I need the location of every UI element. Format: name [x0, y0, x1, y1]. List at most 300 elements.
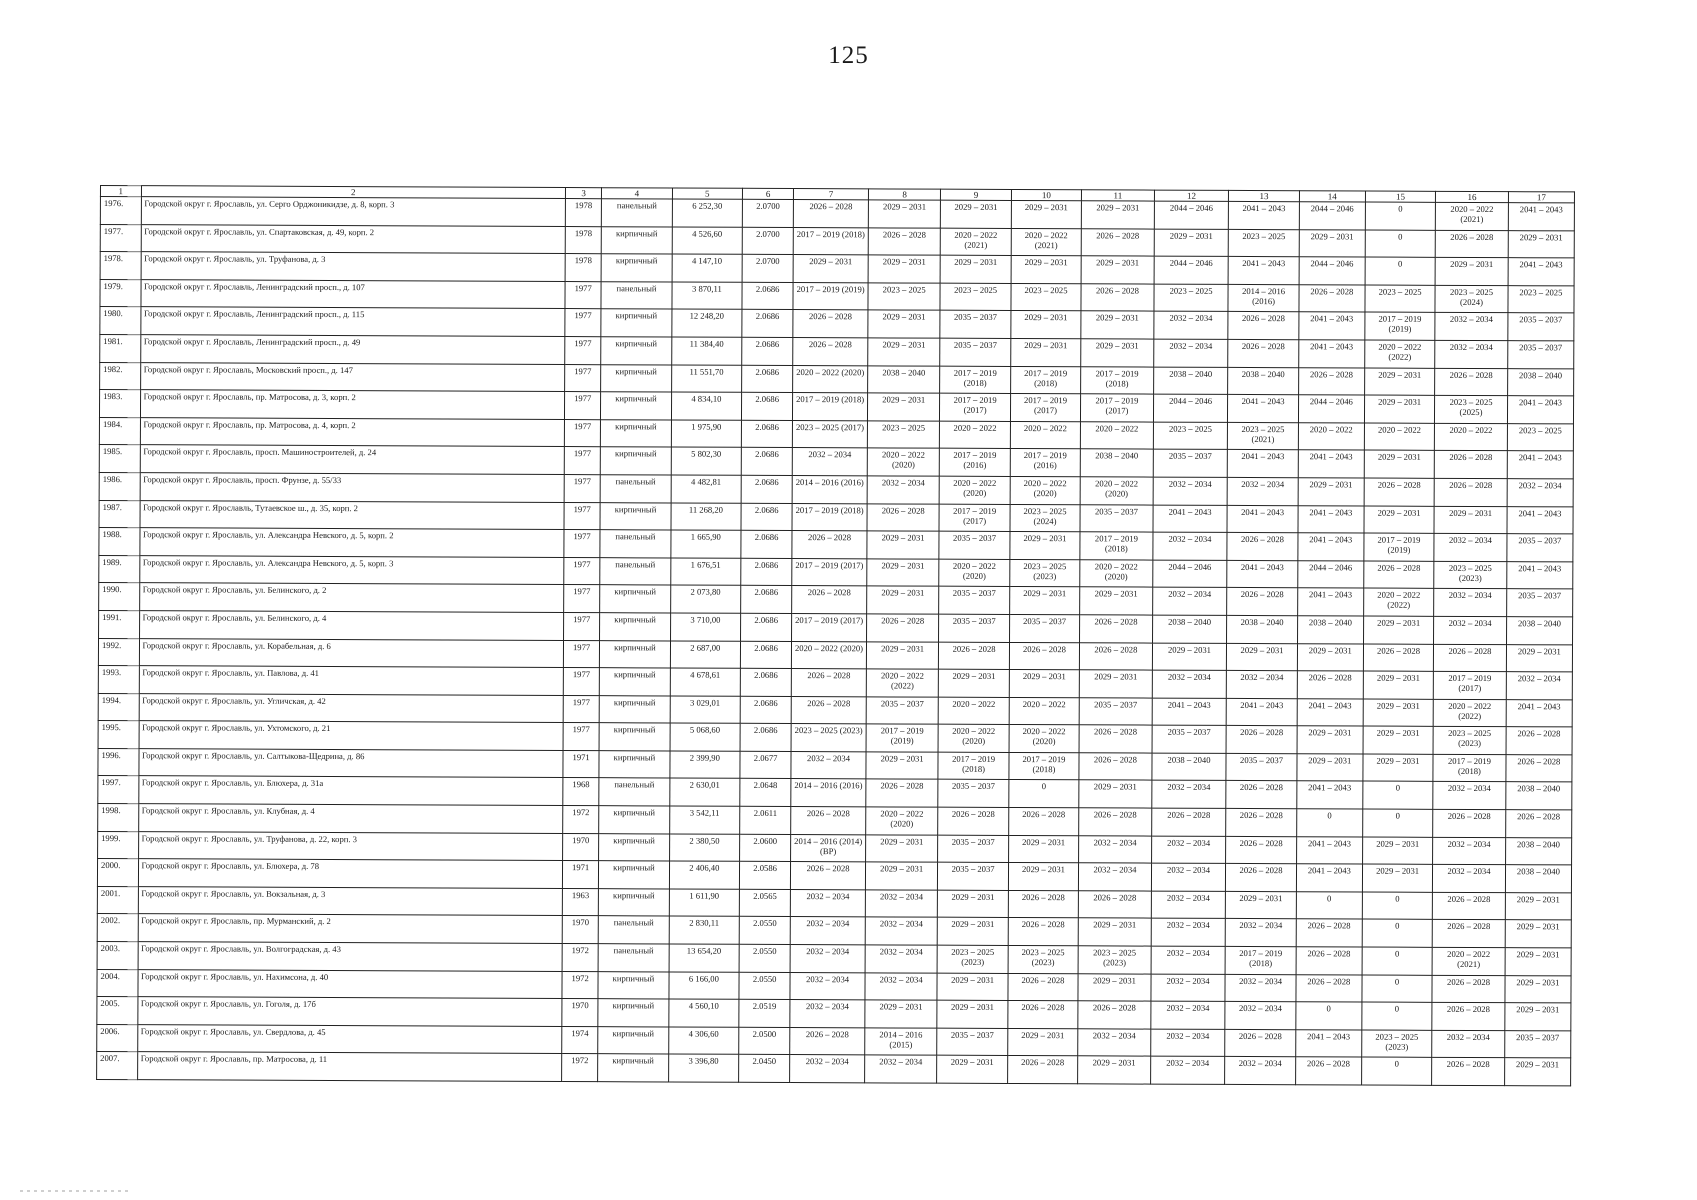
repair-period-cell-16: 2023 – 2025 (2024) — [1435, 285, 1508, 313]
repair-period-cell-16: 2026 – 2028 — [1432, 920, 1505, 948]
repair-period-cell-12: 2032 – 2034 — [1150, 1056, 1225, 1084]
repair-period-cell-11: 2017 – 2019 (2017) — [1081, 394, 1154, 422]
repair-period-cell-8: 2023 – 2025 — [868, 283, 941, 311]
repair-period-cell-11: 2029 – 2031 — [1080, 587, 1153, 615]
repair-period-cell-15: 2029 – 2031 — [1363, 726, 1434, 754]
address-cell: Городской округ г. Ярославль, ул. Ухтомского, д. 21 — [139, 721, 564, 750]
repair-period-cell-11: 2032 – 2034 — [1078, 1029, 1151, 1057]
repair-period-cell-10: 2023 – 2025 (2023) — [1010, 559, 1081, 587]
repair-period-cell-11: 2029 – 2031 — [1078, 973, 1151, 1001]
address-cell: Городской округ г. Ярославль, ул. Александра Невского, д. 5, корп. 3 — [139, 555, 564, 584]
repair-period-cell-7: 2020 – 2022 (2020) — [792, 641, 867, 669]
table-body — [97, 197, 1575, 1086]
coefficient-cell: 2.0686 — [742, 282, 793, 310]
repair-period-cell-14: 0 — [1296, 1002, 1362, 1030]
repair-period-cell-9: 2017 – 2019 (2018) — [940, 366, 1011, 394]
repair-period-cell-15: 2023 – 2025 — [1365, 285, 1436, 313]
repair-period-cell-15: 2029 – 2031 — [1364, 506, 1435, 534]
repair-period-cell-7: 2032 – 2034 — [790, 972, 865, 1000]
repair-period-cell-17: 2032 – 2034 — [1507, 479, 1573, 507]
repair-period-cell-17: 2023 – 2025 — [1507, 423, 1573, 451]
repair-period-cell-13: 2026 – 2028 — [1226, 808, 1297, 836]
year-built-cell: 1970 — [562, 916, 598, 944]
area-cell: 13 654,20 — [669, 944, 740, 972]
repair-period-cell-9: 2020 – 2022 (2021) — [941, 228, 1012, 256]
repair-period-cell-9: 2029 – 2031 — [940, 255, 1011, 283]
repair-period-cell-10: 2029 – 2031 — [1011, 338, 1082, 366]
coefficient-cell: 2.0686 — [740, 668, 791, 696]
coefficient-cell: 2.0686 — [742, 365, 793, 393]
year-built-cell: 1963 — [562, 888, 598, 916]
repair-period-cell-17: 2038 – 2040 — [1507, 368, 1573, 396]
repair-period-cell-10: 2029 – 2031 — [1010, 532, 1081, 560]
repair-period-cell-10: 2020 – 2022 — [1010, 421, 1081, 449]
repair-period-cell-9: 2029 – 2031 — [938, 918, 1009, 946]
year-built-cell: 1977 — [563, 668, 599, 696]
repair-period-cell-14: 2041 – 2043 — [1297, 588, 1363, 616]
repair-period-cell-10: 2026 – 2028 — [1008, 973, 1079, 1001]
address-cell: Городской округ г. Ярославль, ул. Труфанова, д. 3 — [141, 252, 566, 281]
repair-period-cell-13: 2026 – 2028 — [1227, 533, 1298, 561]
area-cell: 3 396,80 — [668, 1054, 739, 1082]
wall-material-cell: кирпичный — [600, 447, 671, 475]
repair-period-cell-17: 2038 – 2040 — [1505, 837, 1571, 865]
repair-period-cell-16: 2032 – 2034 — [1435, 313, 1508, 341]
repair-period-cell-11: 2026 – 2028 — [1081, 228, 1154, 256]
repair-period-cell-9: 2026 – 2028 — [939, 642, 1010, 670]
address-cell: Городской округ г. Ярославль, ул. Спартаковская, д. 49, корп. 2 — [141, 224, 566, 253]
repair-period-cell-14: 2026 – 2028 — [1297, 671, 1363, 699]
repair-period-cell-12: 2035 – 2037 — [1152, 725, 1227, 753]
repair-period-cell-11: 2026 – 2028 — [1078, 891, 1151, 919]
repair-period-cell-16: 2017 – 2019 (2018) — [1433, 754, 1506, 782]
repair-period-cell-13: 2041 – 2043 — [1228, 450, 1299, 478]
repair-period-cell-15: 2029 – 2031 — [1364, 450, 1435, 478]
repair-period-cell-16: 2032 – 2034 — [1433, 837, 1506, 865]
repair-period-cell-17: 2026 – 2028 — [1506, 755, 1572, 783]
repair-period-cell-8: 2014 – 2016 (2015) — [865, 1028, 938, 1056]
repair-period-cell-10: 2026 – 2028 — [1008, 918, 1079, 946]
address-cell: Городской округ г. Ярославль, пр. Матросова, д. 11 — [137, 1052, 562, 1081]
repair-period-cell-16: 2020 – 2022 — [1435, 423, 1508, 451]
repair-period-cell-13: 2017 – 2019 (2018) — [1225, 946, 1296, 974]
repair-period-cell-9: 2035 – 2037 — [939, 586, 1010, 614]
repair-period-cell-7: 2026 – 2028 — [791, 696, 866, 724]
row-number-cell: 1979. — [100, 279, 141, 307]
repair-period-cell-16: 2026 – 2028 — [1432, 975, 1505, 1003]
address-cell: Городской округ г. Ярославль, ул. Гоголя, д. 17б — [137, 997, 562, 1026]
repair-period-cell-13: 2023 – 2025 — [1229, 229, 1300, 257]
repair-period-cell-13: 2026 – 2028 — [1226, 864, 1297, 892]
repair-period-cell-14: 2041 – 2043 — [1298, 450, 1364, 478]
table-row — [97, 1052, 1571, 1086]
area-cell: 5 802,30 — [671, 447, 742, 475]
repair-period-cell-10: 2017 – 2019 (2016) — [1010, 449, 1081, 477]
repair-period-cell-15: 2029 – 2031 — [1364, 395, 1435, 423]
coefficient-cell: 2.0686 — [741, 503, 792, 531]
repair-period-cell-7: 2014 – 2016 (2016) — [792, 475, 867, 503]
address-cell: Городской округ г. Ярославль, ул. Салтыкова-Щедрина, д. 86 — [138, 749, 563, 778]
area-cell: 2 830,11 — [669, 916, 740, 944]
repair-period-cell-7: 2026 – 2028 — [794, 200, 869, 228]
repair-period-cell-10: 2026 – 2028 — [1008, 1001, 1079, 1029]
repair-period-cell-8: 2026 – 2028 — [866, 779, 939, 807]
repair-period-cell-16: 2026 – 2028 — [1434, 644, 1507, 672]
address-cell: Городской округ г. Ярославль, ул. Волгоградская, д. 43 — [138, 942, 563, 971]
repair-period-cell-9: 2029 – 2031 — [937, 973, 1008, 1001]
wall-material-cell: панельный — [598, 916, 669, 944]
year-built-cell: 1977 — [564, 419, 600, 447]
repair-period-cell-15: 2029 – 2031 — [1363, 754, 1434, 782]
address-cell: Городской округ г. Ярославль, ул. Угличская, д. 42 — [139, 693, 564, 722]
coefficient-cell: 2.0519 — [739, 1000, 790, 1028]
row-number-cell: 2002. — [97, 914, 138, 942]
address-cell: Городской округ г. Ярославль, пр. Матросова, д. 3, корп. 2 — [140, 390, 565, 419]
repair-period-cell-7: 2017 – 2019 (2019) — [793, 282, 868, 310]
repair-period-cell-15: 2026 – 2028 — [1363, 644, 1434, 672]
row-number-cell: 2005. — [97, 997, 138, 1025]
repair-period-cell-12: 2032 – 2034 — [1151, 1001, 1226, 1029]
repair-period-cell-7: 2026 – 2028 — [792, 586, 867, 614]
repair-period-cell-11: 2029 – 2031 — [1078, 1056, 1151, 1084]
repair-period-cell-13: 2014 – 2016 (2016) — [1228, 284, 1299, 312]
repair-period-cell-16: 2023 – 2025 (2025) — [1435, 395, 1508, 423]
area-cell: 2 406,40 — [669, 861, 740, 889]
coefficient-cell: 2.0700 — [742, 199, 793, 227]
address-cell: Городской округ г. Ярославль, ул. Павлова, д. 41 — [139, 666, 564, 695]
repair-period-cell-15: 2029 – 2031 — [1363, 671, 1434, 699]
address-cell: Городской округ г. Ярославль, ул. Белинского, д. 2 — [139, 583, 564, 612]
coefficient-cell: 2.0550 — [739, 944, 790, 972]
coefficient-cell: 2.0550 — [739, 917, 790, 945]
row-number-cell: 1995. — [98, 721, 139, 749]
repair-period-cell-13: 2032 – 2034 — [1225, 1057, 1296, 1085]
repair-period-cell-9: 2035 – 2037 — [939, 531, 1010, 559]
year-built-cell: 1971 — [562, 861, 598, 889]
year-built-cell: 1977 — [564, 392, 600, 420]
coefficient-cell: 2.0700 — [742, 227, 793, 255]
repair-period-cell-16: 2032 – 2034 — [1434, 616, 1507, 644]
repair-period-cell-11: 2032 – 2034 — [1079, 835, 1152, 863]
repair-period-cell-7: 2026 – 2028 — [791, 669, 866, 697]
repair-period-cell-10: 2029 – 2031 — [1009, 670, 1080, 698]
repair-period-cell-13: 2038 – 2040 — [1227, 615, 1298, 643]
repair-period-cell-9: 2017 – 2019 (2016) — [940, 449, 1011, 477]
repair-period-cell-7: 2026 – 2028 — [793, 310, 868, 338]
repair-period-cell-15: 2023 – 2025 (2023) — [1362, 1030, 1433, 1058]
repair-period-cell-10: 2017 – 2019 (2018) — [1010, 366, 1081, 394]
wall-material-cell: кирпичный — [600, 640, 671, 668]
repair-period-cell-12: 2041 – 2043 — [1152, 698, 1227, 726]
repair-period-cell-8: 2029 – 2031 — [867, 393, 940, 421]
repair-period-cell-10: 2020 – 2022 (2021) — [1011, 228, 1082, 256]
repair-period-cell-9: 2029 – 2031 — [938, 890, 1009, 918]
repair-period-cell-17: 2035 – 2037 — [1504, 1030, 1570, 1058]
year-built-cell: 1970 — [563, 833, 599, 861]
address-cell: Городской округ г. Ярославль, просп. Фрунзе, д. 55/33 — [140, 473, 565, 502]
column-header-3: 3 — [565, 188, 601, 199]
year-built-cell: 1972 — [562, 944, 598, 972]
column-header-16: 16 — [1436, 191, 1509, 202]
repair-period-cell-14: 0 — [1296, 809, 1362, 837]
repair-period-cell-12: 2023 – 2025 — [1153, 422, 1228, 450]
repair-period-cell-8: 2032 – 2034 — [865, 890, 938, 918]
document-table-wrapper — [96, 185, 1575, 1086]
repair-period-cell-9: 2020 – 2022 (2020) — [940, 476, 1011, 504]
address-cell: Городской округ г. Ярославль, ул. Вокзальная, д. 3 — [138, 887, 563, 916]
address-cell: Городской округ г. Ярославль, пр. Матросова, д. 4, корп. 2 — [140, 417, 565, 446]
year-built-cell: 1972 — [562, 971, 598, 999]
repair-period-cell-11: 2026 – 2028 — [1079, 753, 1152, 781]
row-number-cell: 1984. — [99, 417, 140, 445]
row-number-cell: 1980. — [100, 307, 141, 335]
area-cell: 6 166,00 — [669, 972, 740, 1000]
repair-period-cell-15: 0 — [1363, 809, 1434, 837]
repair-period-cell-11: 2026 – 2028 — [1081, 284, 1154, 312]
column-header-6: 6 — [742, 188, 793, 199]
repair-period-cell-7: 2023 – 2025 (2017) — [793, 420, 868, 448]
repair-period-cell-8: 2026 – 2028 — [866, 614, 939, 642]
row-number-cell: 2000. — [97, 859, 138, 887]
repair-period-cell-8: 2032 – 2034 — [865, 917, 938, 945]
repair-period-cell-15: 0 — [1365, 202, 1436, 230]
repair-period-cell-14: 2041 – 2043 — [1297, 698, 1363, 726]
repair-period-cell-14: 2044 – 2046 — [1298, 395, 1364, 423]
repair-period-cell-9: 2029 – 2031 — [939, 669, 1010, 697]
repair-period-cell-16: 2032 – 2034 — [1433, 782, 1506, 810]
repair-period-cell-17: 2038 – 2040 — [1506, 782, 1572, 810]
repair-period-cell-13: 2041 – 2043 — [1227, 560, 1298, 588]
repair-period-cell-13: 2023 – 2025 (2021) — [1228, 422, 1299, 450]
area-cell: 4 147,10 — [672, 254, 743, 282]
repair-period-cell-10: 2023 – 2025 (2023) — [1008, 946, 1079, 974]
repair-period-cell-10: 2026 – 2028 — [1008, 890, 1079, 918]
area-cell: 2 399,90 — [670, 751, 741, 779]
address-cell: Городской округ г. Ярославль, ул. Блюхера, д. 31а — [138, 776, 563, 805]
repair-period-cell-16: 2026 – 2028 — [1433, 809, 1506, 837]
row-number-cell: 1977. — [100, 224, 141, 252]
repair-period-cell-17: 2029 – 2031 — [1505, 948, 1571, 976]
repair-period-cell-15: 0 — [1362, 892, 1433, 920]
repair-period-cell-10: 2017 – 2019 (2017) — [1010, 394, 1081, 422]
repair-period-cell-10: 2029 – 2031 — [1011, 256, 1082, 284]
repair-period-cell-8: 2029 – 2031 — [868, 310, 941, 338]
area-cell: 3 029,01 — [670, 696, 741, 724]
row-number-cell: 1993. — [98, 666, 139, 694]
repair-period-cell-14: 2026 – 2028 — [1296, 919, 1362, 947]
repair-period-cell-10: 2026 – 2028 — [1007, 1056, 1078, 1084]
column-header-15: 15 — [1365, 191, 1435, 202]
repair-period-cell-16: 2026 – 2028 — [1432, 1003, 1505, 1031]
coefficient-cell: 2.0600 — [740, 834, 791, 862]
year-built-cell: 1977 — [563, 695, 599, 723]
repair-period-cell-10: 2029 – 2031 — [1011, 200, 1082, 228]
wall-material-cell: кирпичный — [599, 861, 670, 889]
row-number-cell: 1986. — [99, 472, 140, 500]
repair-period-cell-7: 2017 – 2019 (2018) — [793, 227, 868, 255]
repair-period-cell-9: 2035 – 2037 — [939, 614, 1010, 642]
column-header-8: 8 — [868, 189, 941, 200]
repair-period-cell-12: 2044 – 2046 — [1152, 560, 1227, 588]
repair-period-cell-12: 2029 – 2031 — [1152, 643, 1227, 671]
year-built-cell: 1978 — [565, 254, 601, 282]
wall-material-cell: кирпичный — [600, 613, 671, 641]
repair-period-cell-17: 2029 – 2031 — [1505, 1003, 1571, 1031]
repair-period-cell-8: 2029 – 2031 — [865, 1000, 938, 1028]
repair-period-cell-9: 2035 – 2037 — [940, 338, 1011, 366]
repair-period-cell-9: 2035 – 2037 — [938, 862, 1009, 890]
repair-period-cell-14: 2026 – 2028 — [1295, 1057, 1361, 1085]
repair-period-cell-16: 2026 – 2028 — [1434, 451, 1507, 479]
column-header-11: 11 — [1082, 190, 1155, 201]
repair-period-cell-15: 2029 – 2031 — [1362, 864, 1433, 892]
repair-period-cell-7: 2017 – 2019 (2017) — [792, 613, 867, 641]
repair-period-cell-17: 2032 – 2034 — [1506, 672, 1572, 700]
column-header-12: 12 — [1154, 190, 1229, 201]
repair-period-cell-17: 2029 – 2031 — [1505, 920, 1571, 948]
coefficient-cell: 2.0686 — [740, 641, 791, 669]
column-header-13: 13 — [1229, 190, 1299, 201]
year-built-cell: 1974 — [562, 1026, 598, 1054]
row-number-cell: 1994. — [98, 693, 139, 721]
repair-period-cell-13: 2026 – 2028 — [1228, 339, 1299, 367]
repair-period-cell-13: 2032 – 2034 — [1225, 1002, 1296, 1030]
repair-period-cell-13: 2032 – 2034 — [1225, 974, 1296, 1002]
repair-period-cell-8: 2029 – 2031 — [867, 586, 940, 614]
repair-period-cell-7: 2014 – 2016 (2016) — [791, 779, 866, 807]
repair-period-cell-9: 2029 – 2031 — [937, 1000, 1008, 1028]
wall-material-cell: кирпичный — [601, 392, 672, 420]
coefficient-cell: 2.0686 — [741, 530, 792, 558]
row-number-cell: 1982. — [100, 362, 141, 390]
repair-period-cell-14: 2029 – 2031 — [1297, 754, 1363, 782]
repair-period-cell-10: 2029 – 2031 — [1009, 587, 1080, 615]
repair-period-cell-10: 2023 – 2025 — [1011, 283, 1082, 311]
area-cell: 11 384,40 — [671, 337, 742, 365]
row-number-cell: 1987. — [99, 500, 140, 528]
repair-period-cell-12: 2032 – 2034 — [1151, 781, 1226, 809]
repair-period-cell-16: 2029 – 2031 — [1434, 506, 1507, 534]
row-number-cell: 1985. — [99, 445, 140, 473]
repair-period-cell-8: 2029 – 2031 — [868, 255, 941, 283]
repair-period-cell-10: 2029 – 2031 — [1011, 311, 1082, 339]
repair-period-cell-13: 2026 – 2028 — [1227, 588, 1298, 616]
repair-period-cell-14: 2041 – 2043 — [1298, 505, 1364, 533]
repair-period-cell-17: 2029 – 2031 — [1505, 892, 1571, 920]
repair-period-cell-11: 2026 – 2028 — [1079, 808, 1152, 836]
repair-period-cell-17: 2035 – 2037 — [1508, 313, 1574, 341]
coefficient-cell: 2.0686 — [741, 475, 792, 503]
repair-period-cell-15: 2029 – 2031 — [1364, 368, 1435, 396]
wall-material-cell: кирпичный — [599, 695, 670, 723]
repair-period-cell-8: 2023 – 2025 — [867, 421, 940, 449]
area-cell: 4 526,60 — [672, 227, 743, 255]
repair-period-cell-14: 2026 – 2028 — [1296, 947, 1362, 975]
repair-period-cell-11: 2029 – 2031 — [1079, 670, 1152, 698]
wall-material-cell: кирпичный — [599, 751, 670, 779]
repair-period-cell-16: 2032 – 2034 — [1434, 533, 1507, 561]
column-header-14: 14 — [1299, 191, 1365, 202]
coefficient-cell: 2.0686 — [741, 420, 792, 448]
repair-period-cell-7: 2026 – 2028 — [793, 337, 868, 365]
repair-period-cell-17: 2035 – 2037 — [1507, 534, 1573, 562]
wall-material-cell: кирпичный — [600, 585, 671, 613]
repair-period-cell-13: 2041 – 2043 — [1228, 257, 1299, 285]
repair-period-cell-17: 2026 – 2028 — [1505, 810, 1571, 838]
year-built-cell: 1978 — [565, 199, 601, 227]
repair-period-cell-9: 2029 – 2031 — [941, 200, 1012, 228]
repair-period-cell-17: 2035 – 2037 — [1507, 341, 1573, 369]
repair-period-cell-15: 2026 – 2028 — [1364, 478, 1435, 506]
repair-period-cell-7: 2017 – 2019 (2018) — [793, 393, 868, 421]
area-cell: 4 306,60 — [668, 1027, 739, 1055]
repair-period-cell-17: 2035 – 2037 — [1506, 589, 1572, 617]
repair-period-cell-8: 2020 – 2022 (2020) — [867, 448, 940, 476]
repair-period-cell-13: 2026 – 2028 — [1226, 726, 1297, 754]
coefficient-cell: 2.0686 — [740, 724, 791, 752]
area-cell: 6 252,30 — [672, 199, 743, 227]
repair-period-cell-15: 0 — [1362, 947, 1433, 975]
year-built-cell: 1977 — [565, 336, 601, 364]
repair-period-cell-14: 2041 – 2043 — [1298, 340, 1364, 368]
repair-period-cell-14: 2041 – 2043 — [1299, 312, 1365, 340]
year-built-cell: 1972 — [562, 1054, 598, 1082]
repair-period-cell-11: 2023 – 2025 (2023) — [1078, 946, 1151, 974]
repair-period-cell-10: 2023 – 2025 (2024) — [1010, 504, 1081, 532]
year-built-cell: 1971 — [563, 750, 599, 778]
area-cell: 2 073,80 — [670, 585, 741, 613]
repair-period-cell-7: 2014 – 2016 (2014) (ВР) — [791, 834, 866, 862]
wall-material-cell: панельный — [600, 530, 671, 558]
year-built-cell: 1977 — [564, 530, 600, 558]
row-number-cell: 1996. — [98, 748, 139, 776]
row-number-cell: 1999. — [98, 831, 139, 859]
column-header-5: 5 — [672, 188, 742, 199]
repair-period-cell-9: 2035 – 2037 — [937, 1028, 1008, 1056]
repair-period-cell-17: 2029 – 2031 — [1506, 644, 1572, 672]
repair-period-cell-14: 2041 – 2043 — [1295, 1030, 1361, 1058]
repair-period-cell-13: 2029 – 2031 — [1226, 891, 1297, 919]
repair-period-cell-12: 2032 – 2034 — [1151, 946, 1226, 974]
repair-period-cell-9: 2017 – 2019 (2017) — [940, 393, 1011, 421]
repair-period-cell-7: 2032 – 2034 — [792, 448, 867, 476]
wall-material-cell: кирпичный — [601, 337, 672, 365]
repair-period-cell-12: 2032 – 2034 — [1151, 891, 1226, 919]
repair-period-cell-9: 2017 – 2019 (2018) — [938, 752, 1009, 780]
year-built-cell: 1977 — [564, 585, 600, 613]
repair-period-cell-11: 2020 – 2022 — [1081, 422, 1154, 450]
repair-period-cell-8: 2029 – 2031 — [866, 641, 939, 669]
address-cell: Городской округ г. Ярославль, ул. Свердлова, д. 45 — [137, 1024, 562, 1053]
row-number-cell: 2001. — [97, 886, 138, 914]
repair-period-cell-9: 2035 – 2037 — [940, 311, 1011, 339]
repair-period-cell-14: 2026 – 2028 — [1298, 367, 1364, 395]
address-cell: Городской округ г. Ярославль, ул. Белинского, д. 4 — [139, 611, 564, 640]
wall-material-cell: кирпичный — [601, 364, 672, 392]
repair-period-cell-11: 2029 – 2031 — [1081, 311, 1154, 339]
repair-period-cell-12: 2032 – 2034 — [1152, 587, 1227, 615]
repair-period-cell-16: 2029 – 2031 — [1435, 258, 1508, 286]
address-cell: Городской округ г. Ярославль, пр. Мурманский, д. 2 — [138, 914, 563, 943]
area-cell: 3 710,00 — [670, 613, 741, 641]
repair-period-cell-16: 2026 – 2028 — [1432, 1058, 1505, 1086]
address-cell: Городской округ г. Ярославль, ул. Нахимсона, д. 40 — [137, 969, 562, 998]
repair-period-cell-11: 2026 – 2028 — [1079, 725, 1152, 753]
row-number-cell: 1998. — [98, 804, 139, 832]
repair-period-cell-8: 2032 – 2034 — [865, 945, 938, 973]
repair-period-cell-12: 2026 – 2028 — [1151, 808, 1226, 836]
coefficient-cell: 2.0565 — [739, 889, 790, 917]
